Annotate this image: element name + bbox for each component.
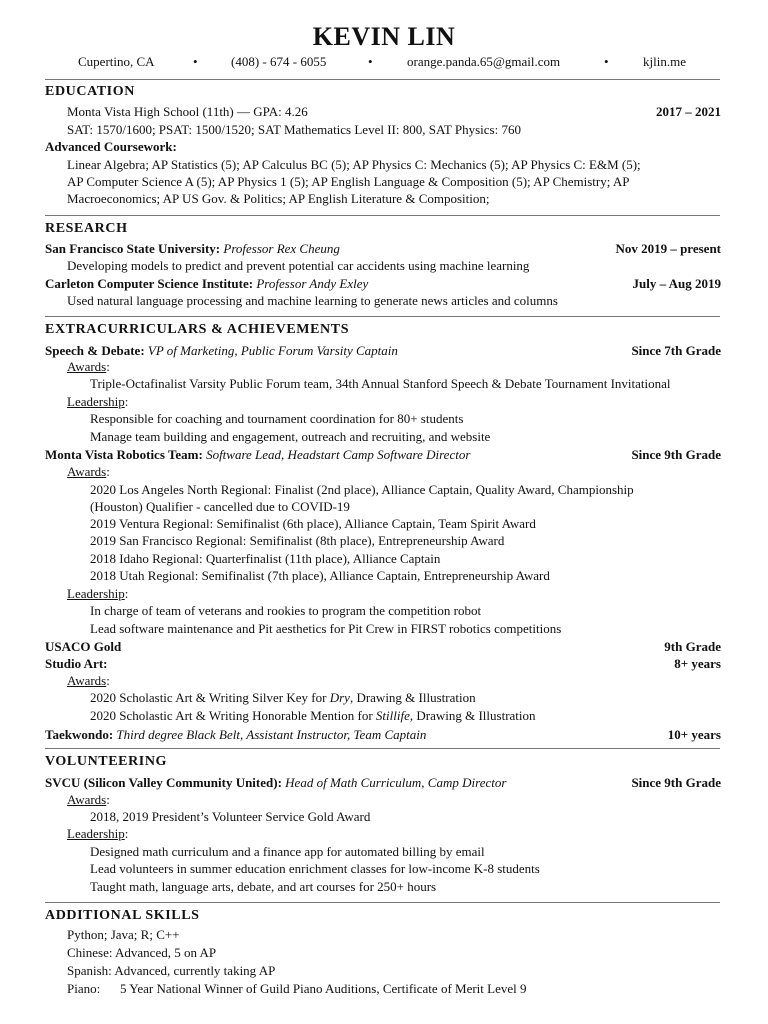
research-entry-title (45, 240, 721, 257)
skill-spanish: Spanish: Advanced, currently taking AP (67, 963, 276, 978)
leadership-item: Responsible for coaching and tournament coordination for 80+ students (90, 411, 464, 426)
activity-dates: Since 7th Grade (631, 343, 721, 358)
activity-role: Third degree Black Belt, Assistant Instructor, Team Captain (116, 727, 427, 742)
activity-title (45, 342, 721, 359)
leadership-item: Lead volunteers in summer education enrichment classes for low-income K-8 students (90, 861, 540, 876)
section-heading-research: RESEARCH (45, 221, 128, 236)
leadership-item: In charge of team of veterans and rookies to program the competition robot (90, 603, 482, 618)
coursework-line: Macroeconomics; AP US Gov. & Politics; AP English Literature & Composition; (67, 191, 490, 206)
education-school: Monta Vista High School (11th) — GPA: 4.26 (67, 104, 308, 119)
award-item: 2018 Idaho Regional: Quarterfinalist (11th place), Alliance Captain (90, 551, 441, 566)
coursework-label: Advanced Coursework: (45, 139, 177, 154)
education-scores: SAT: 1570/1600; PSAT: 1500/1520; SAT Mathematics Level II: 800, SAT Physics: 760 (67, 122, 521, 137)
research-role: Professor Andy Exley (256, 276, 369, 291)
award-item: 2019 Ventura Regional: Semifinalist (6th place), Alliance Captain, Team Spirit Award (90, 516, 536, 531)
leadership-label: Leadership: (67, 394, 129, 409)
skill-programming: Python; Java; R; C++ (67, 927, 180, 942)
leadership-label: Leadership: (67, 586, 129, 601)
coursework-line: AP Computer Science A (5); AP Physics 1 (5); AP English Language & Composition (5); AP Chemistry; AP (67, 174, 630, 189)
section-divider (45, 902, 720, 903)
leadership-item: Manage team building and engagement, outreach and recruiting, and website (90, 429, 491, 444)
research-org: Carleton Computer Science Institute: (45, 276, 254, 291)
awards-label: Awards: (67, 359, 110, 374)
activity-dates: 9th Grade (664, 639, 721, 654)
award-item: 2019 San Francisco Regional: Semifinalist (8th place), Entrepreneurship Award (90, 533, 505, 548)
skill-piano-label: Piano: (67, 981, 101, 996)
leadership-item: Lead software maintenance and Pit aesthetics for Pit Crew in FIRST robotics competitions (90, 621, 562, 636)
activity-org: Studio Art: (45, 656, 108, 671)
activity-role: Software Lead, Headstart Camp Software Director (206, 447, 471, 462)
research-desc: Developing models to predict and prevent potential car accidents using machine learning (67, 258, 530, 273)
contact-separator: • (368, 54, 373, 69)
award-item: 2020 Scholastic Art & Writing Honorable Mention for Stillife, Drawing & Illustration (90, 708, 536, 723)
award-item: 2018 Utah Regional: Semifinalist (7th place), Alliance Captain, Entrepreneurship Award (90, 568, 550, 583)
education-dates: 2017 – 2021 (656, 104, 721, 119)
activity-org: Monta Vista Robotics Team: (45, 447, 203, 462)
awards-label: Awards: (67, 673, 110, 688)
activity-title (45, 774, 721, 791)
section-heading-education: EDUCATION (45, 84, 135, 99)
awards-label: Awards: (67, 792, 110, 807)
leadership-item: Taught math, language arts, debate, and art courses for 250+ hours (90, 879, 437, 894)
award-item: 2020 Scholastic Art & Writing Silver Key for Dry, Drawing & Illustration (90, 690, 476, 705)
activity-org: USACO Gold (45, 639, 122, 654)
section-divider (45, 748, 720, 749)
award-item: (Houston) Qualifier - cancelled due to COVID-19 (90, 499, 350, 514)
contact-website[interactable]: kjlin.me (643, 54, 686, 69)
activity-role: Head of Math Curriculum, Camp Director (285, 775, 507, 790)
research-role: Professor Rex Cheung (223, 241, 340, 256)
activity-org: SVCU (Silicon Valley Community United): (45, 775, 282, 790)
activity-role: VP of Marketing, Public Forum Varsity Captain (147, 343, 398, 358)
activity-title (45, 446, 721, 463)
contact-phone: (408) - 674 - 6055 (231, 54, 327, 69)
research-dates: Nov 2019 – present (615, 241, 721, 256)
resume-name: KEVIN LIN (312, 22, 456, 51)
award-item: 2020 Los Angeles North Regional: Finalist (2nd place), Alliance Captain, Quality Award, Championship (90, 482, 634, 497)
activity-title (45, 726, 721, 743)
research-desc: Used natural language processing and machine learning to generate news articles and columns (67, 293, 558, 308)
contact-separator: • (604, 54, 609, 69)
leadership-item: Designed math curriculum and a finance app for automated billing by email (90, 844, 485, 859)
skill-piano-text: 5 Year National Winner of Guild Piano Auditions, Certificate of Merit Level 9 (120, 981, 527, 996)
section-divider (45, 79, 720, 80)
award-item: 2018, 2019 President’s Volunteer Service Gold Award (90, 809, 371, 824)
awards-label: Awards: (67, 464, 110, 479)
activity-dates: 10+ years (667, 727, 721, 742)
research-dates: July – Aug 2019 (632, 276, 721, 291)
skill-chinese: Chinese: Advanced, 5 on AP (67, 945, 217, 960)
award-item: Triple-Octafinalist Varsity Public Forum team, 34th Annual Stanford Speech & Debate Tournament Invitational (90, 376, 671, 391)
activity-dates: Since 9th Grade (631, 447, 721, 462)
contact-separator: • (193, 54, 198, 69)
research-org: San Francisco State University: (45, 241, 221, 256)
section-divider (45, 316, 720, 317)
contact-email[interactable]: orange.panda.65@gmail.com (407, 54, 561, 69)
activity-title (45, 638, 721, 655)
activity-title (45, 655, 721, 672)
research-entry-title (45, 275, 721, 292)
activity-dates: Since 9th Grade (631, 775, 721, 790)
section-heading-skills: ADDITIONAL SKILLS (45, 908, 200, 923)
activity-org: Speech & Debate: (45, 343, 145, 358)
section-divider (45, 215, 720, 216)
activity-org: Taekwondo: (45, 727, 114, 742)
section-heading-extracurriculars: EXTRACURRICULARS & ACHIEVEMENTS (45, 322, 350, 337)
leadership-label: Leadership: (67, 826, 129, 841)
contact-location: Cupertino, CA (78, 54, 155, 69)
section-heading-volunteering: VOLUNTEERING (45, 754, 168, 769)
activity-dates: 8+ years (674, 656, 721, 671)
coursework-line: Linear Algebra; AP Statistics (5); AP Calculus BC (5); AP Physics C: Mechanics (5); AP Physics C: E&M (5); (67, 157, 641, 172)
